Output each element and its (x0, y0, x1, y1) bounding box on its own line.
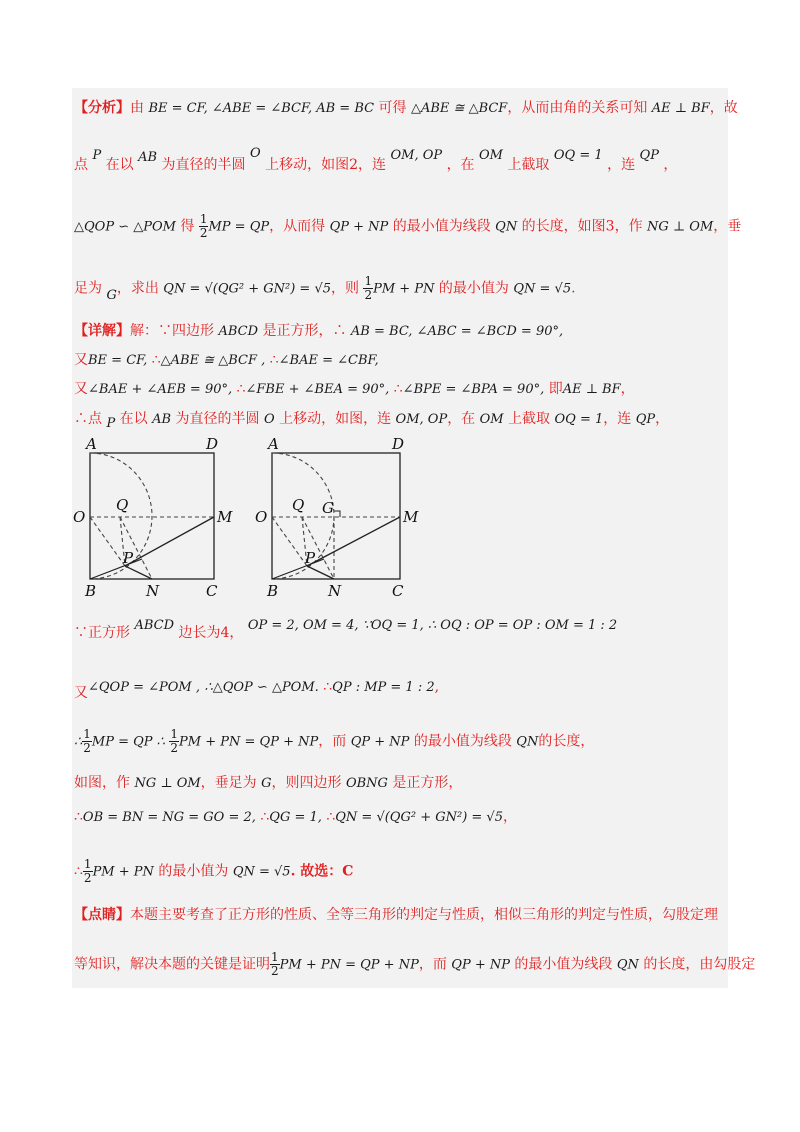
label-P: P (123, 549, 134, 567)
detail-line-6: 又∠QOP = ∠POM , ∴△QOP ∽ △POM. ∴QP : MP = 1 : 2, (74, 679, 440, 701)
figure-2 (255, 435, 419, 600)
fraction: $\frac{1}{2}$ (83, 727, 91, 755)
label-O: O (73, 508, 86, 526)
comment-tag: 【点睛】 (74, 907, 130, 923)
detail-line-1: 【详解】解：∵四边形 ABCD 是正方形，∴ AB = BC, ∠ABC = ∠BCD = 90°, (74, 323, 564, 339)
label-B: B (267, 582, 279, 600)
label-G: G (322, 499, 334, 517)
label-B: B (85, 582, 97, 600)
label-O: O (255, 508, 268, 526)
label-D: D (206, 435, 219, 453)
label-C: C (392, 582, 404, 600)
comment-line-2: 等知识，解决本题的关键是证明 $\frac{1}{2}$ PM + PN = QP + NP，而 QP + NP 的最小值为线段 QN 的长度，由勾股定 (74, 950, 756, 978)
label-A: A (268, 435, 279, 453)
figure-1 (73, 435, 233, 600)
segment-op (90, 517, 125, 566)
right-angle-mark (334, 511, 340, 517)
label-D: D (392, 435, 405, 453)
detail-line-7: ∴ $\frac{1}{2}$ MP = QP ∴ $\frac{1}{2}$ PM + PN = QP + NP，而 QP + NP 的最小值为线段 QN的长度， (74, 727, 595, 755)
fraction: $\frac{1}{2}$ (271, 950, 279, 978)
label-N: N (146, 582, 160, 600)
fraction: $\frac{1}{2}$ (364, 274, 373, 302)
segment-op (272, 517, 307, 566)
geometry-figures (72, 435, 432, 605)
label-P: P (305, 549, 316, 567)
analysis-tag: 【分析】 (74, 100, 130, 116)
segment-qn (120, 517, 152, 579)
segment-mp (307, 517, 400, 566)
detail-line-5: ∵正方形 ABCD 边长为4， OP = 2, OM = 4, ∵OQ = 1, ∴ OQ : OP = OP : OM = 1 : 2 (74, 618, 618, 641)
label-N: N (328, 582, 342, 600)
semicircle-arc (90, 453, 152, 579)
detail-line-2: 又BE = CF, ∴△ABE ≅ △BCF , ∴∠BAE = ∠CBF, (74, 352, 379, 368)
segment-qn (302, 517, 334, 579)
detail-line-3: 又∠BAE + ∠AEB = 90°, ∴∠FBE + ∠BEA = 90°, ∴∠BPE = ∠BPA = 90°, 即AE ⊥ BF， (74, 381, 635, 397)
segment-mp (125, 517, 214, 566)
fraction: $\frac{1}{2}$ (83, 857, 92, 885)
label-M: M (217, 508, 233, 526)
analysis-line-4: 足为 G，求出 QN = √(QG² + GN²) = √5，则 $\frac{1}{2}$ PM + PN 的最小值为 QN = √5. (74, 274, 576, 303)
label-Q: Q (116, 496, 129, 514)
label-M: M (403, 508, 419, 526)
segment-pn (307, 566, 334, 579)
label-A: A (86, 435, 97, 453)
label-C: C (206, 582, 218, 600)
fraction: $\frac{1}{2}$ (199, 212, 208, 240)
analysis-line-2: 点 P 在以 AB 为直径的半圆 O 上移动，如图2，连 OM, OP ，在 OM 上截取 OQ = 1 ，连 QP ， (74, 146, 678, 173)
fraction: $\frac{1}{2}$ (170, 727, 179, 755)
detail-line-8: 如图，作 NG ⊥ OM，垂足为 G，则四边形 OBNG 是正方形， (74, 775, 463, 791)
segment-bf (90, 559, 142, 579)
analysis-line-3: △QOP ∽ △POM 得 $\frac{1}{2}$ MP = QP，从而得 QP + NP 的最小值为线段 QN 的长度，如图3，作 NG ⊥ OM，垂 (74, 212, 742, 240)
detail-line-4: ∴点 P 在以 AB 为直径的半圆 O 上移动，如图，连 OM, OP，在 OM 上截取 OQ = 1，连 QP， (74, 411, 670, 431)
detail-line-10: ∴ $\frac{1}{2}$ PM + PN 的最小值为 QN = √5. 故选：C (74, 857, 354, 885)
label-Q: Q (292, 496, 305, 514)
analysis-line-1: 【分析】由 BE = CF, ∠ABE = ∠BCF, AB = BC 可得 △ABE ≅ △BCF，从而由角的关系可知 AE ⊥ BF，故 (74, 100, 738, 116)
square-abcd (272, 453, 400, 579)
detail-line-9: ∴OB = BN = NG = GO = 2, ∴QG = 1, ∴QN = √(QG² + GN²) = √5， (74, 809, 517, 825)
detail-tag: 【详解】 (74, 323, 130, 339)
segment-pn (125, 566, 152, 579)
comment-line-1: 【点睛】本题主要考查了正方形的性质、全等三角形的判定与性质，相似三角形的判定与性质，勾股定理 (74, 907, 718, 923)
segment-bf (272, 559, 324, 579)
